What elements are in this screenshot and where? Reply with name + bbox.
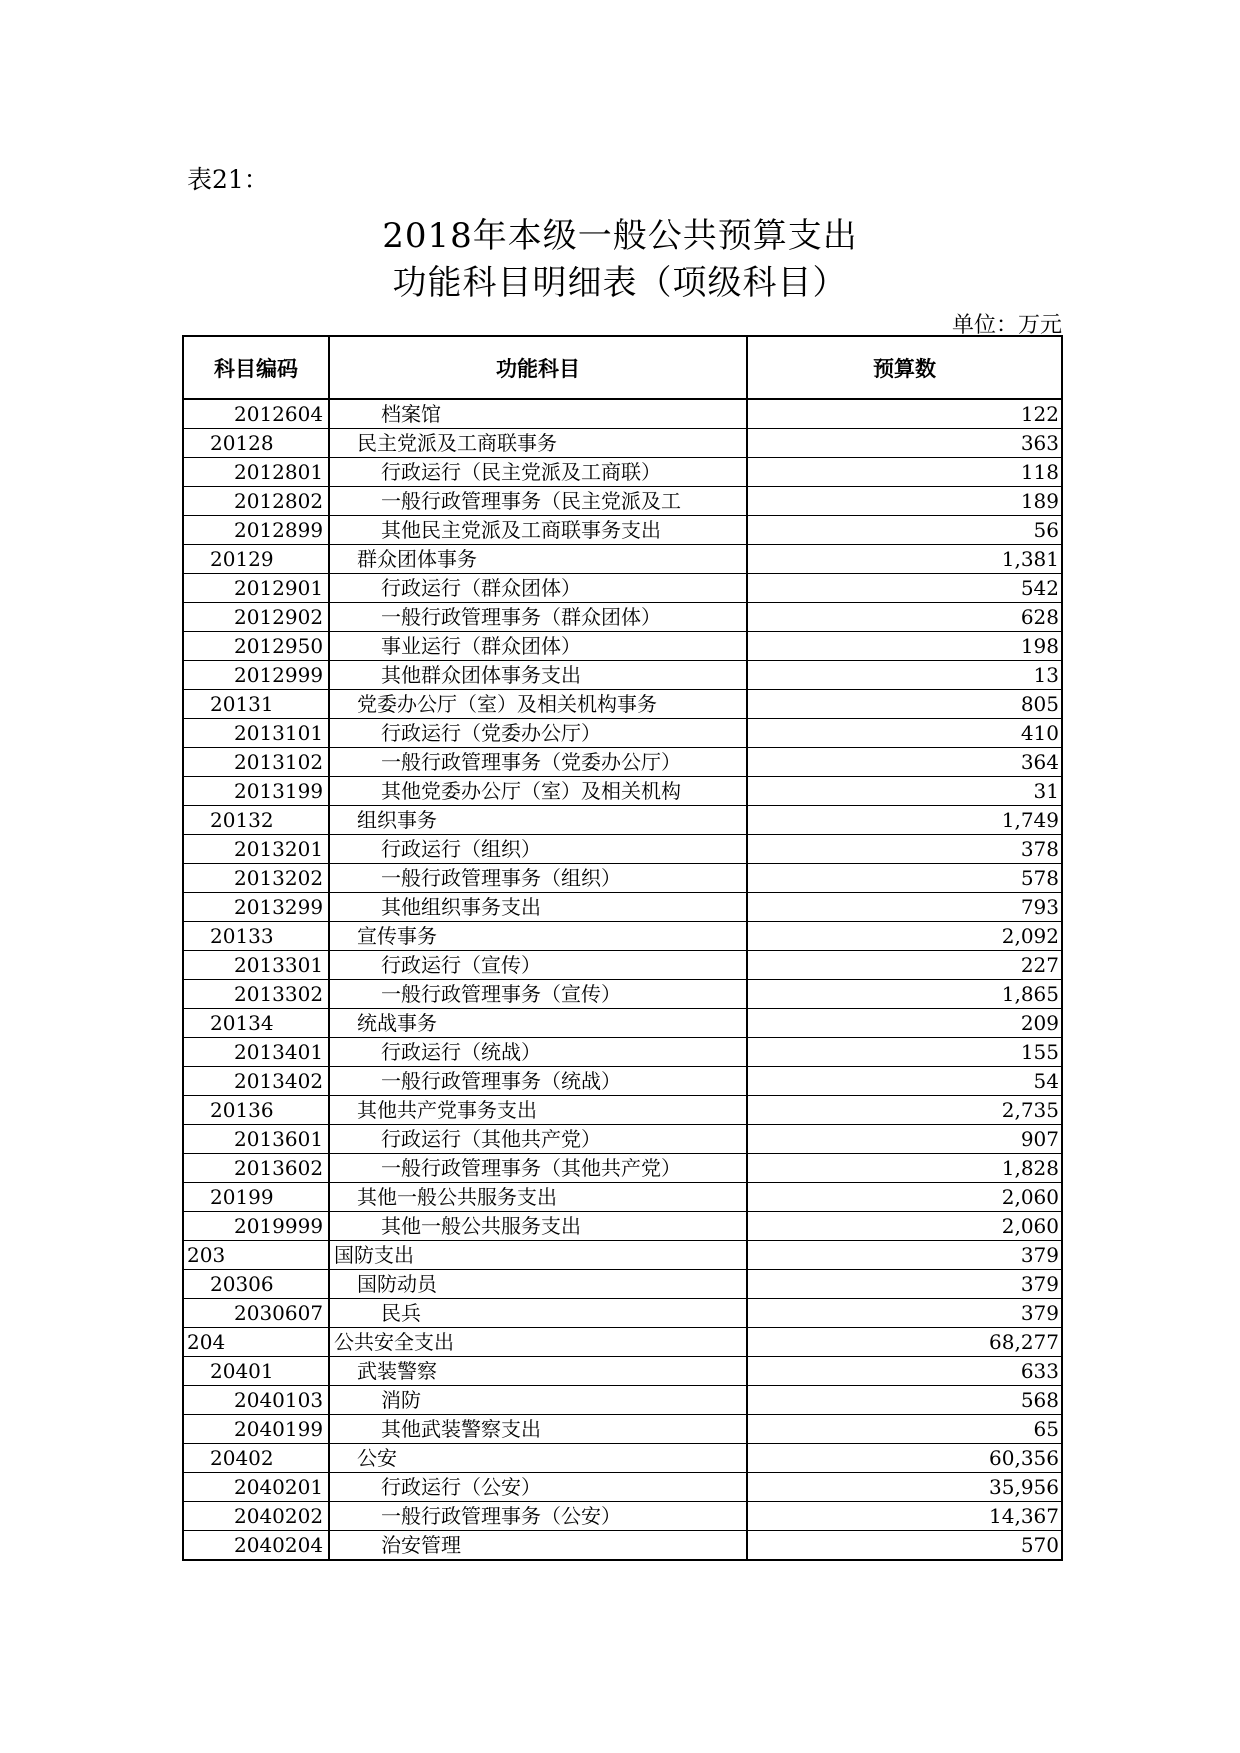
row-name-cell: 行政运行（统战） [329,1038,747,1067]
row-amount-cell: 633 [747,1357,1062,1386]
column-header-name: 功能科目 [329,336,747,399]
row-name-cell: 其他群众团体事务支出 [329,661,747,690]
table-row [183,719,1062,748]
row-code-cell: 2013101 [183,719,329,748]
column-header-amount: 预算数 [747,336,1062,399]
row-code-cell: 20133 [183,922,329,951]
row-amount-cell: 1,749 [747,806,1062,835]
row-name-cell: 公安 [329,1444,747,1473]
row-amount-cell: 378 [747,835,1062,864]
row-amount-cell: 379 [747,1241,1062,1270]
row-amount-cell: 155 [747,1038,1062,1067]
row-name-cell: 国防动员 [329,1270,747,1299]
row-code-cell: 20136 [183,1096,329,1125]
row-code-cell: 2012999 [183,661,329,690]
table-row [183,777,1062,806]
row-amount-cell: 410 [747,719,1062,748]
table-row [183,1154,1062,1183]
row-code-cell: 204 [183,1328,329,1357]
row-name-cell: 其他一般公共服务支出 [329,1183,747,1212]
table-row [183,399,1062,429]
table-row [183,1125,1062,1154]
row-code-cell: 2013401 [183,1038,329,1067]
row-name-cell: 行政运行（群众团体） [329,574,747,603]
row-name-cell: 一般行政管理事务（组织） [329,864,747,893]
row-amount-cell: 54 [747,1067,1062,1096]
row-code-cell: 20402 [183,1444,329,1473]
table-row [183,951,1062,980]
table-row [183,1502,1062,1531]
row-amount-cell: 793 [747,893,1062,922]
row-name-cell: 党委办公厅（室）及相关机构事务 [329,690,747,719]
table-row [183,1009,1062,1038]
row-amount-cell: 14,367 [747,1502,1062,1531]
row-code-cell: 20129 [183,545,329,574]
row-name-cell: 武装警察 [329,1357,747,1386]
row-name-cell: 统战事务 [329,1009,747,1038]
table-row [183,922,1062,951]
row-code-cell: 2019999 [183,1212,329,1241]
row-amount-cell: 227 [747,951,1062,980]
row-name-cell: 行政运行（宣传） [329,951,747,980]
row-name-cell: 其他民主党派及工商联事务支出 [329,516,747,545]
row-code-cell: 2012604 [183,399,329,429]
column-header-code: 科目编码 [183,336,329,399]
table-row [183,1038,1062,1067]
row-amount-cell: 568 [747,1386,1062,1415]
row-name-cell: 一般行政管理事务（统战） [329,1067,747,1096]
row-amount-cell: 1,828 [747,1154,1062,1183]
row-name-cell: 其他武装警察支出 [329,1415,747,1444]
row-amount-cell: 68,277 [747,1328,1062,1357]
row-code-cell: 2013602 [183,1154,329,1183]
row-code-cell: 2012899 [183,516,329,545]
row-amount-cell: 628 [747,603,1062,632]
row-code-cell: 2013601 [183,1125,329,1154]
row-name-cell: 公共安全支出 [329,1328,747,1357]
table-row [183,458,1062,487]
table-row [183,806,1062,835]
row-name-cell: 行政运行（其他共产党） [329,1125,747,1154]
row-name-cell: 事业运行（群众团体） [329,632,747,661]
row-code-cell: 20128 [183,429,329,458]
row-name-cell: 行政运行（公安） [329,1473,747,1502]
row-code-cell: 2012801 [183,458,329,487]
row-code-cell: 2013402 [183,1067,329,1096]
row-name-cell: 消防 [329,1386,747,1415]
row-name-cell: 国防支出 [329,1241,747,1270]
row-amount-cell: 198 [747,632,1062,661]
row-amount-cell: 118 [747,458,1062,487]
row-amount-cell: 65 [747,1415,1062,1444]
table-row [183,1270,1062,1299]
table-row [183,1067,1062,1096]
row-amount-cell: 907 [747,1125,1062,1154]
row-amount-cell: 209 [747,1009,1062,1038]
row-name-cell: 宣传事务 [329,922,747,951]
unit-label: 单位：万元 [951,313,1062,338]
table-row [183,690,1062,719]
table-row [183,864,1062,893]
row-amount-cell: 31 [747,777,1062,806]
table-row [183,1328,1062,1357]
row-name-cell: 治安管理 [329,1531,747,1561]
page-title-line2: 功能科目明细表（项级科目） [392,263,848,303]
row-code-cell: 2013302 [183,980,329,1009]
row-name-cell: 其他共产党事务支出 [329,1096,747,1125]
table-row [183,1183,1062,1212]
table-row [183,1444,1062,1473]
row-code-cell: 2012901 [183,574,329,603]
table-row [183,516,1062,545]
row-code-cell: 2013301 [183,951,329,980]
budget-table [182,335,1063,1561]
row-amount-cell: 2,092 [747,922,1062,951]
table-row [183,1415,1062,1444]
row-amount-cell: 2,735 [747,1096,1062,1125]
row-amount-cell: 363 [747,429,1062,458]
row-code-cell: 2013299 [183,893,329,922]
row-code-cell: 2040201 [183,1473,329,1502]
table-row [183,1531,1062,1561]
table-row [183,835,1062,864]
row-name-cell: 组织事务 [329,806,747,835]
row-name-cell: 民兵 [329,1299,747,1328]
table-row [183,661,1062,690]
row-amount-cell: 570 [747,1531,1062,1561]
row-name-cell: 其他组织事务支出 [329,893,747,922]
row-code-cell: 2012950 [183,632,329,661]
row-code-cell: 2040204 [183,1531,329,1561]
row-code-cell: 203 [183,1241,329,1270]
row-amount-cell: 805 [747,690,1062,719]
row-amount-cell: 2,060 [747,1212,1062,1241]
row-name-cell: 其他党委办公厅（室）及相关机构 [329,777,747,806]
row-code-cell: 2013201 [183,835,329,864]
row-code-cell: 20134 [183,1009,329,1038]
row-amount-cell: 13 [747,661,1062,690]
row-code-cell: 2013202 [183,864,329,893]
row-code-cell: 20306 [183,1270,329,1299]
row-amount-cell: 578 [747,864,1062,893]
table-row [183,1096,1062,1125]
row-code-cell: 2040202 [183,1502,329,1531]
table-number-label: 表21： [187,165,269,194]
row-name-cell: 行政运行（组织） [329,835,747,864]
row-code-cell: 2040103 [183,1386,329,1415]
row-code-cell: 20131 [183,690,329,719]
row-name-cell: 行政运行（民主党派及工商联） [329,458,747,487]
table-row [183,1212,1062,1241]
row-code-cell: 20132 [183,806,329,835]
row-amount-cell: 542 [747,574,1062,603]
row-name-cell: 其他一般公共服务支出 [329,1212,747,1241]
row-name-cell: 一般行政管理事务（宣传） [329,980,747,1009]
table-row [183,632,1062,661]
table-row [183,1357,1062,1386]
row-code-cell: 2013102 [183,748,329,777]
row-name-cell: 一般行政管理事务（党委办公厅） [329,748,747,777]
table-row [183,1299,1062,1328]
table-row [183,603,1062,632]
row-code-cell: 2012802 [183,487,329,516]
row-amount-cell: 379 [747,1270,1062,1299]
row-amount-cell: 56 [747,516,1062,545]
table-row [183,748,1062,777]
table-row [183,893,1062,922]
row-code-cell: 2030607 [183,1299,329,1328]
table-row [183,574,1062,603]
row-name-cell: 一般行政管理事务（公安） [329,1502,747,1531]
row-name-cell: 一般行政管理事务（其他共产党） [329,1154,747,1183]
table-row [183,545,1062,574]
table-row [183,1241,1062,1270]
row-amount-cell: 379 [747,1299,1062,1328]
row-amount-cell: 1,865 [747,980,1062,1009]
row-name-cell: 档案馆 [329,399,747,429]
table-row [183,980,1062,1009]
row-code-cell: 2012902 [183,603,329,632]
row-amount-cell: 189 [747,487,1062,516]
table-row [183,429,1062,458]
row-code-cell: 20401 [183,1357,329,1386]
table-body [183,399,1062,1560]
row-code-cell: 2013199 [183,777,329,806]
row-amount-cell: 2,060 [747,1183,1062,1212]
row-name-cell: 群众团体事务 [329,545,747,574]
row-name-cell: 民主党派及工商联事务 [329,429,747,458]
row-code-cell: 2040199 [183,1415,329,1444]
row-code-cell: 20199 [183,1183,329,1212]
table-row [183,1473,1062,1502]
row-amount-cell: 1,381 [747,545,1062,574]
row-name-cell: 一般行政管理事务（民主党派及工 [329,487,747,516]
row-name-cell: 一般行政管理事务（群众团体） [329,603,747,632]
row-name-cell: 行政运行（党委办公厅） [329,719,747,748]
row-amount-cell: 364 [747,748,1062,777]
page-title-line1: 2018年本级一般公共预算支出 [382,216,858,256]
row-amount-cell: 35,956 [747,1473,1062,1502]
table-header-row [183,336,1062,399]
table-row [183,1386,1062,1415]
table-row [183,487,1062,516]
row-amount-cell: 60,356 [747,1444,1062,1473]
row-amount-cell: 122 [747,399,1062,429]
